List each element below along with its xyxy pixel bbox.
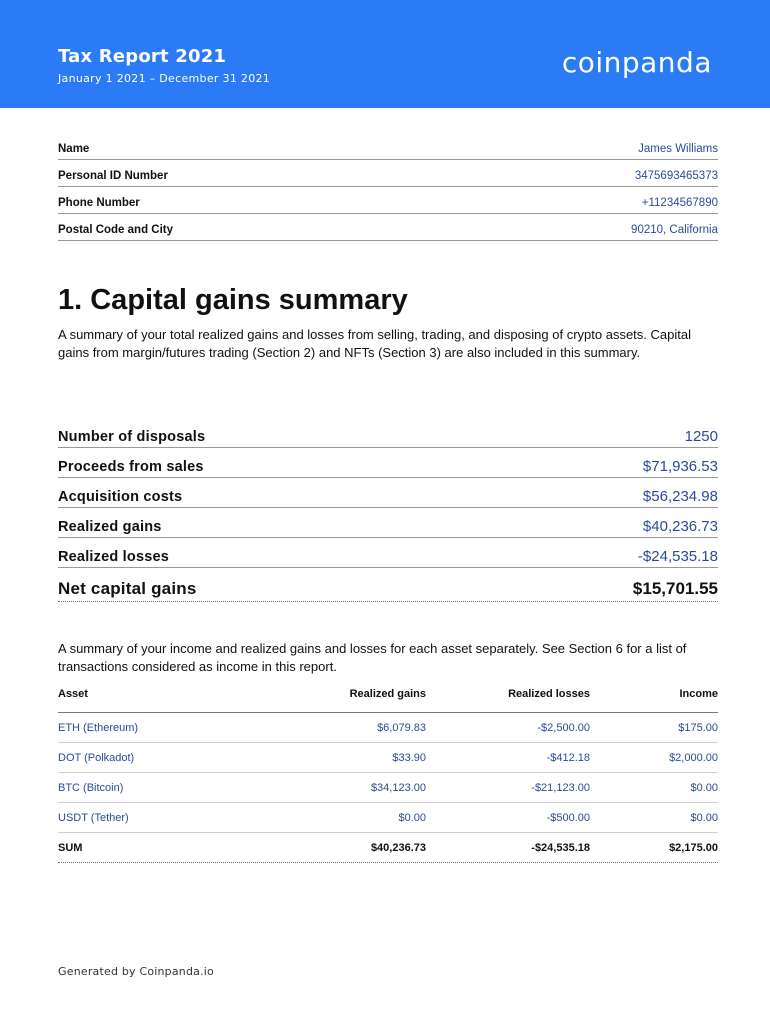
report-title: Tax Report 2021 (58, 46, 227, 67)
summary-value: $71,936.53 (642, 458, 718, 475)
summary-label: Proceeds from sales (58, 459, 204, 475)
asset-losses: -$21,123.00 (531, 781, 590, 794)
asset-name: DOT (Polkadot) (58, 751, 135, 764)
asset-gains: $6,079.83 (377, 721, 426, 734)
summary-row (58, 538, 718, 568)
capital-gains-summary (58, 418, 718, 602)
asset-name: ETH (Ethereum) (58, 721, 139, 734)
asset-income: $0.00 (690, 781, 718, 794)
info-value: 90210, California (631, 224, 718, 236)
info-row-id (58, 161, 718, 187)
asset-name: BTC (Bitcoin) (58, 781, 124, 794)
asset-income: $175.00 (678, 721, 718, 734)
asset-gains: $33.90 (392, 751, 426, 764)
info-value: James Williams (638, 143, 718, 155)
assets-table (58, 688, 718, 863)
asset-gains: $0.00 (398, 811, 426, 824)
summary-value: 1250 (684, 428, 718, 445)
asset-income: $2,000.00 (669, 751, 718, 764)
report-header (0, 0, 770, 108)
assets-description: A summary of your income and realized gains and losses for each asset separately. See Section 6 for a list of transactions considered as income in this report. (58, 641, 687, 674)
summary-value: $40,236.73 (642, 518, 718, 535)
column-header-gains: Realized gains (349, 688, 426, 700)
report-period: January 1 2021 – December 31 2021 (58, 72, 271, 85)
table-total-row (58, 833, 718, 863)
footer-note: Generated by Coinpanda.io (58, 965, 214, 978)
total-income: $2,175.00 (669, 841, 718, 854)
summary-label: Realized gains (58, 519, 162, 535)
total-gains: $40,236.73 (370, 841, 426, 854)
summary-value: -$24,535.18 (637, 548, 718, 565)
table-row (58, 803, 718, 833)
column-header-losses: Realized losses (508, 688, 590, 700)
coinpanda-logo: coinpanda (561, 46, 712, 79)
asset-gains: $34,123.00 (370, 781, 426, 794)
info-row-postal (58, 215, 718, 241)
info-value: 3475693465373 (634, 170, 718, 182)
summary-label: Number of disposals (58, 429, 206, 445)
info-label: Personal ID Number (58, 170, 168, 182)
table-row (58, 773, 718, 803)
net-capital-gains-row (58, 568, 718, 602)
column-header-asset: Asset (58, 688, 88, 700)
table-row (58, 713, 718, 743)
info-label: Name (58, 143, 90, 155)
net-label: Net capital gains (58, 579, 197, 598)
summary-row (58, 448, 718, 478)
asset-income: $0.00 (690, 811, 718, 824)
summary-row (58, 478, 718, 508)
asset-losses: -$500.00 (546, 811, 590, 824)
net-value: $15,701.55 (632, 579, 718, 598)
total-losses: -$24,535.18 (531, 841, 590, 854)
personal-info (58, 134, 718, 242)
asset-losses: -$2,500.00 (537, 721, 590, 734)
summary-row (58, 418, 718, 448)
summary-row (58, 508, 718, 538)
asset-losses: -$412.18 (546, 751, 590, 764)
info-value: +11234567890 (641, 197, 718, 209)
table-row (58, 743, 718, 773)
info-label: Postal Code and City (58, 224, 174, 236)
summary-label: Realized losses (58, 549, 169, 565)
column-header-income: Income (679, 688, 718, 700)
table-header (58, 688, 718, 713)
section-description: A summary of your total realized gains and losses from selling, trading, and disposing of crypto assets. Capital gains from margin/futures trading (Section 2) and NFTs (Section 3) are also included in this summary. (58, 327, 691, 360)
info-label: Phone Number (58, 197, 140, 209)
section-heading: 1. Capital gains summary (58, 284, 408, 316)
total-label: SUM (58, 841, 83, 854)
info-row-name (58, 134, 718, 160)
info-row-phone (58, 188, 718, 214)
summary-value: $56,234.98 (642, 488, 718, 505)
asset-name: USDT (Tether) (58, 811, 129, 824)
summary-label: Acquisition costs (58, 489, 183, 505)
